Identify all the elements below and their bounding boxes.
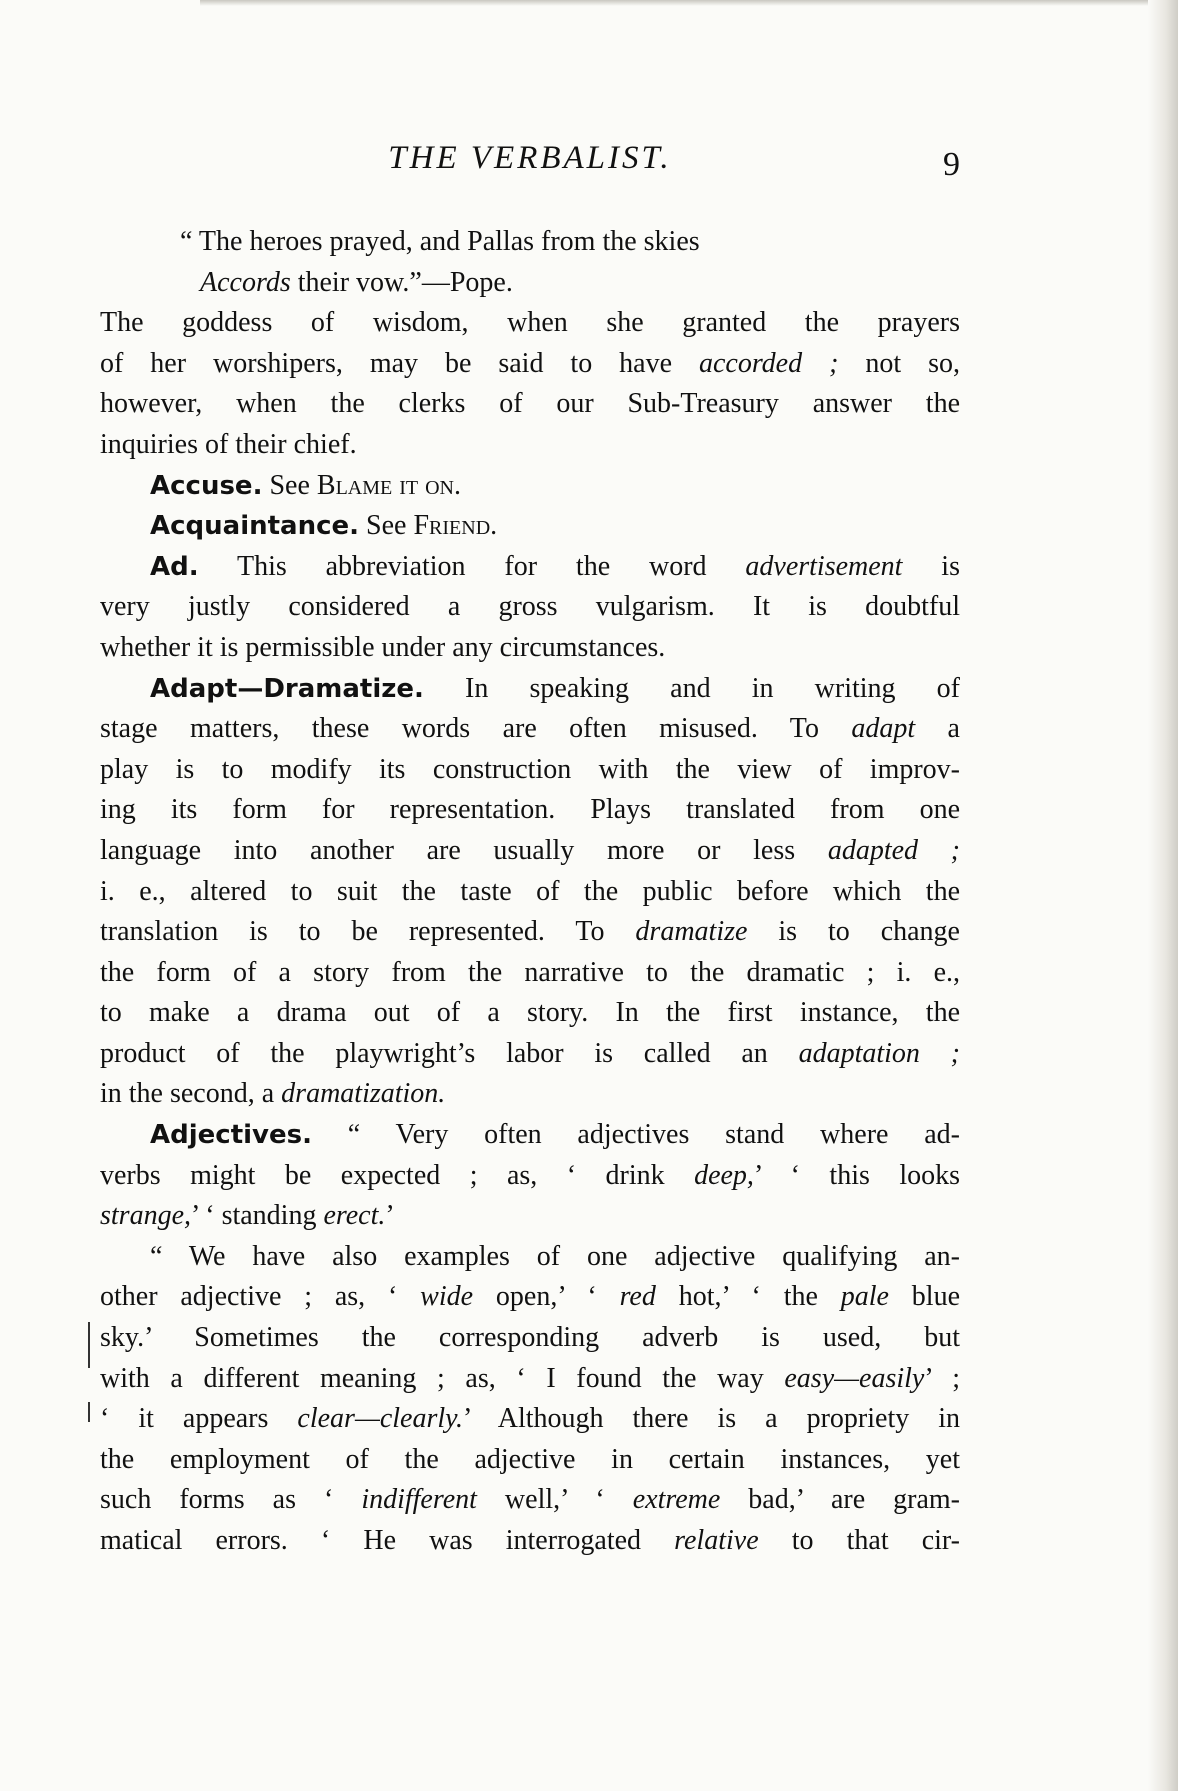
text-run: . bbox=[490, 510, 498, 542]
text-run: a bbox=[915, 713, 960, 745]
text-run: extreme bbox=[632, 1484, 721, 1516]
text-run: “ Very often adjectives stand where ad- bbox=[311, 1119, 960, 1151]
text-line bbox=[100, 1521, 960, 1562]
text-run: very justly considered a gross vulgarism. It is doubtful bbox=[100, 591, 960, 623]
text-run: to that cir- bbox=[758, 1525, 961, 1556]
text-line bbox=[100, 263, 960, 304]
text-run: “ The heroes prayed, and Pallas from the skies bbox=[180, 226, 700, 257]
text-run: is bbox=[902, 550, 960, 582]
text-run: deep, bbox=[694, 1159, 754, 1191]
text-run: inquiries of their chief. bbox=[100, 428, 357, 460]
text-run: indifferent bbox=[361, 1484, 477, 1516]
text-run: See bbox=[359, 510, 414, 542]
text-line bbox=[100, 1196, 960, 1237]
text-run: open,’ ‘ bbox=[473, 1281, 620, 1313]
text-line bbox=[100, 425, 960, 466]
text-run: ’ ‘ standing bbox=[191, 1200, 324, 1232]
text-run: erect. bbox=[323, 1200, 386, 1232]
page-body bbox=[100, 222, 960, 1562]
entry-headword: Accuse. bbox=[150, 470, 263, 501]
text-line bbox=[100, 506, 960, 547]
text-run: sky.’ Sometimes the corresponding adverb is used, but bbox=[100, 1322, 960, 1354]
text-run: clear—clearly. bbox=[297, 1403, 464, 1435]
text-run: adapted ; bbox=[827, 834, 961, 866]
text-line bbox=[100, 384, 960, 425]
text-run: . bbox=[454, 469, 461, 501]
text-line bbox=[100, 222, 960, 263]
text-line bbox=[100, 953, 960, 994]
page-edge-right bbox=[1148, 0, 1178, 1791]
text-run: ‘ it appears bbox=[100, 1403, 298, 1435]
text-line bbox=[100, 1115, 960, 1156]
text-run: dramatization. bbox=[281, 1078, 446, 1110]
running-title: THE VERBALIST. bbox=[388, 140, 672, 176]
page-number: 9 bbox=[943, 146, 960, 183]
text-run: stage matters, these words are often misused. To bbox=[100, 713, 852, 745]
text-run: easy—easily bbox=[784, 1362, 925, 1394]
text-run: matical errors. ‘ He was interrogated bbox=[100, 1525, 675, 1556]
text-run: Accords bbox=[200, 266, 291, 298]
text-run: not so, bbox=[838, 347, 960, 379]
text-run: the form of a story from the narrative to the dramatic ; i. e., bbox=[100, 956, 960, 988]
text-line bbox=[100, 912, 960, 953]
text-run: adaptation ; bbox=[798, 1037, 960, 1069]
entry-headword: Adjectives. bbox=[150, 1120, 312, 1151]
margin-pencil-mark bbox=[88, 1322, 90, 1368]
text-line bbox=[100, 466, 960, 507]
text-run: strange, bbox=[100, 1200, 191, 1232]
entry-headword: Adapt—Dramatize. bbox=[150, 673, 424, 704]
text-run: play is to modify its construction with the view of improv- bbox=[100, 753, 960, 785]
text-line bbox=[100, 1034, 960, 1075]
text-run: dramatize bbox=[635, 916, 748, 948]
text-run: ’ Although there is a propriety in bbox=[463, 1403, 960, 1435]
text-run: red bbox=[619, 1281, 656, 1313]
text-run: verbs might be expected ; as, ‘ drink bbox=[100, 1159, 695, 1191]
text-run: hot,’ ‘ the bbox=[655, 1281, 841, 1313]
entry-headword: Acquaintance. bbox=[150, 511, 360, 542]
text-line bbox=[100, 1237, 960, 1278]
text-line bbox=[100, 587, 960, 628]
text-line bbox=[100, 1480, 960, 1521]
text-line bbox=[100, 303, 960, 344]
text-line bbox=[100, 344, 960, 385]
text-run: wide bbox=[420, 1281, 474, 1313]
text-run: See bbox=[262, 469, 317, 501]
text-run: of her worshipers, may be said to have bbox=[100, 347, 699, 379]
entry-headword: Ad. bbox=[150, 551, 199, 582]
margin-pencil-mark bbox=[88, 1402, 90, 1422]
text-line bbox=[100, 1440, 960, 1481]
text-run: well,’ ‘ bbox=[476, 1484, 633, 1516]
text-run: such forms as ‘ bbox=[100, 1484, 362, 1516]
text-run: translation is to be represented. To bbox=[100, 916, 636, 948]
text-run: ’ ‘ this looks bbox=[753, 1159, 961, 1191]
text-line bbox=[100, 669, 960, 710]
text-run: bad,’ are gram- bbox=[720, 1484, 961, 1516]
text-run: pale bbox=[840, 1281, 889, 1313]
text-run: Friend bbox=[413, 510, 491, 542]
text-line bbox=[100, 1318, 960, 1359]
text-run: relative bbox=[674, 1525, 759, 1556]
text-run: ’ bbox=[385, 1200, 395, 1232]
text-run: is to change bbox=[747, 916, 960, 948]
text-run: other adjective ; as, ‘ bbox=[100, 1281, 421, 1313]
text-line bbox=[100, 1359, 960, 1400]
text-line bbox=[100, 547, 960, 588]
text-run: with a different meaning ; as, ‘ I found the way bbox=[100, 1362, 785, 1394]
text-run: however, when the clerks of our Sub-Treasury answer the bbox=[100, 388, 960, 420]
text-run: whether it is permissible under any circumstances. bbox=[100, 631, 666, 663]
text-run: The goddess of wisdom, when she granted the prayers bbox=[100, 307, 960, 339]
page-edge-top bbox=[200, 0, 1178, 6]
text-run: i. e., altered to suit the taste of the public before which the bbox=[100, 875, 960, 907]
text-run: ing its form for representation. Plays translated from one bbox=[100, 794, 960, 826]
text-run: “ We have also examples of one adjective qualifying an- bbox=[150, 1240, 960, 1272]
page-header bbox=[100, 140, 960, 190]
text-line bbox=[100, 872, 960, 913]
text-run: language into another are usually more or less bbox=[100, 834, 828, 866]
text-run: Blame it on bbox=[316, 469, 454, 501]
text-run: in the second, a bbox=[100, 1078, 282, 1110]
text-line bbox=[100, 750, 960, 791]
text-line bbox=[100, 790, 960, 831]
text-run: the employment of the adjective in certain instances, yet bbox=[100, 1443, 960, 1475]
text-run: ’ ; bbox=[924, 1362, 960, 1394]
text-run: to make a drama out of a story. In the first instance, the bbox=[100, 997, 960, 1029]
text-line bbox=[100, 709, 960, 750]
text-run: adapt bbox=[851, 713, 916, 745]
text-line bbox=[100, 1277, 960, 1318]
text-line bbox=[100, 1399, 960, 1440]
text-line bbox=[100, 1156, 960, 1197]
text-run: advertisement bbox=[745, 550, 903, 582]
text-run: In speaking and in writing of bbox=[423, 672, 960, 704]
text-line bbox=[100, 628, 960, 669]
text-run: product of the playwright’s labor is called an bbox=[100, 1037, 799, 1069]
text-line bbox=[100, 993, 960, 1034]
text-run: their vow.”—Pope. bbox=[290, 266, 513, 298]
text-run: accorded ; bbox=[698, 347, 839, 379]
text-line bbox=[100, 831, 960, 872]
text-line bbox=[100, 1074, 960, 1115]
text-run: blue bbox=[888, 1281, 961, 1313]
text-run: This abbreviation for the word bbox=[198, 550, 746, 582]
